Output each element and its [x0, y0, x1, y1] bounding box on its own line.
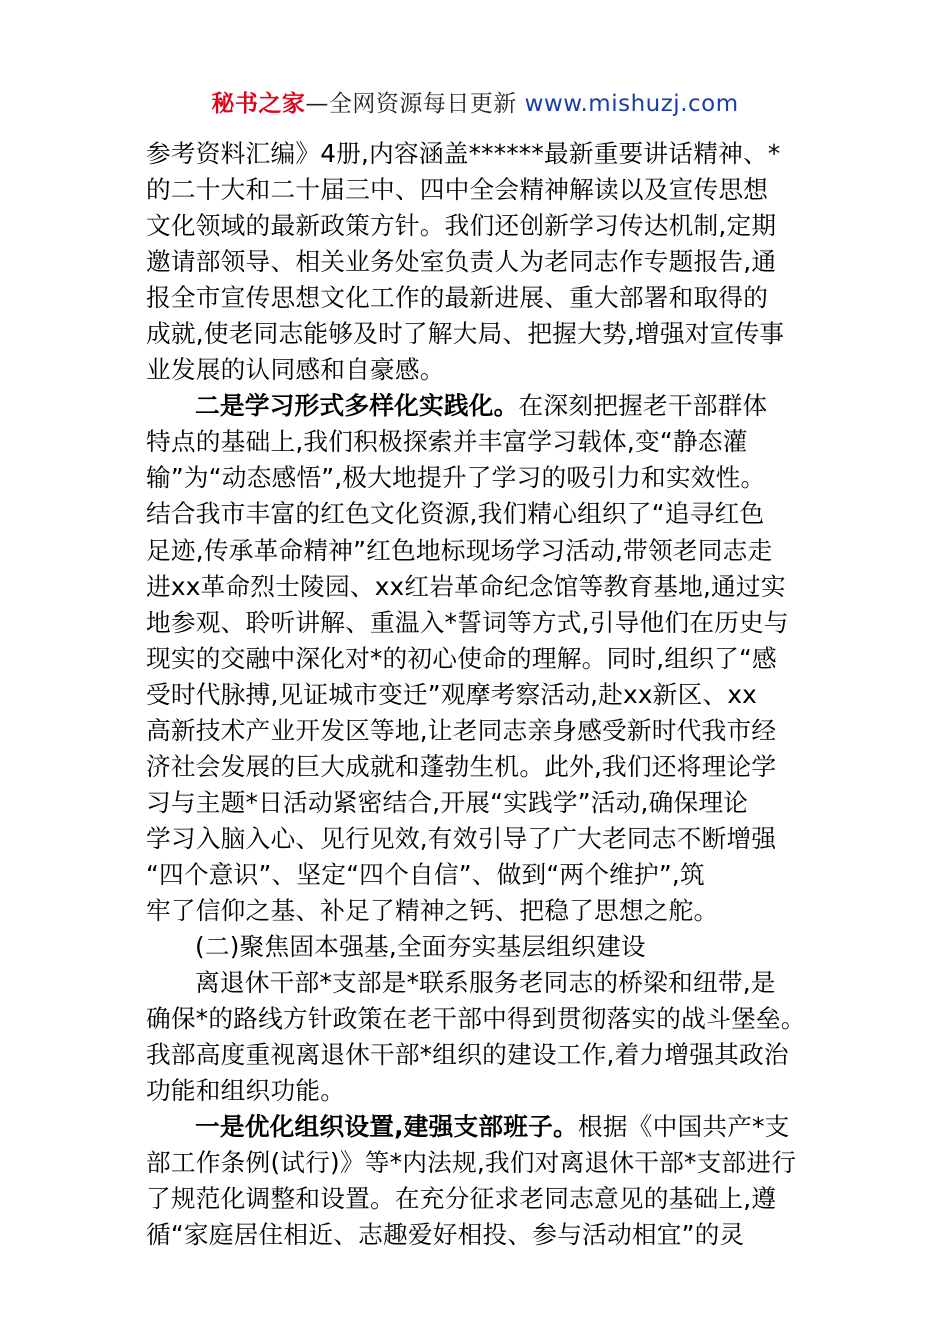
text-line: 现实的交融中深化对*的初心使命的理解。同时,组织了“感: [146, 643, 777, 673]
header-url-link[interactable]: www.mishuzj.com: [524, 91, 739, 117]
paragraph-start-line: 一是优化组织设置,建强支部班子。根据《中国共产*支: [195, 1112, 790, 1142]
header-brand[interactable]: 秘书之家: [211, 91, 306, 117]
paragraph-start-line: 二是学习形式多样化实践化。在深刻把握老干部群体: [195, 391, 768, 421]
text-line: 功能和组织功能。: [146, 1076, 346, 1106]
text-line: 高新技术产业开发区等地,让老同志亲身感受新时代我市经: [146, 715, 777, 745]
text-line: 的二十大和二十届三中、四中全会精神解读以及宣传思想: [146, 175, 769, 205]
text-line: 部工作条例(试行)》等*内法规,我们对离退休干部*支部进行: [146, 1148, 797, 1178]
text-line: 报全市宣传思想文化工作的最新进展、重大部署和取得的: [146, 283, 769, 313]
text-line: 地参观、聆听讲解、重温入*誓词等方式,引导他们在历史与: [146, 607, 789, 637]
header-dash: —: [305, 91, 329, 117]
bold-lead: 二是学习形式多样化实践化。: [195, 391, 519, 421]
text-line: 成就,使老同志能够及时了解大局、把握大势,增强对宣传事: [146, 319, 785, 349]
text-line: 受时代脉搏,见证城市变迁”观摩考察活动,赴xx新区、xx: [146, 679, 757, 709]
text-line: 牢了信仰之基、补足了精神之钙、把稳了思想之舵。: [146, 895, 719, 925]
text-line: 学习入脑入心、见行见效,有效引导了广大老同志不断增强: [146, 823, 777, 853]
bold-lead: 一是优化组织设置,建强支部班子。: [195, 1112, 578, 1142]
text-line: 足迹,传承革命精神”红色地标现场学习活动,带领老同志走: [146, 535, 773, 565]
text-line: 我部高度重视离退休干部*组织的建设工作,着力增强其政治: [146, 1040, 789, 1070]
text-line: 文化领域的最新政策方针。我们还创新学习传达机制,定期: [146, 211, 777, 241]
text-line: 确保*的路线方针政策在老干部中得到贯彻落实的战斗堡垒。: [146, 1004, 806, 1034]
text-line: 业发展的认同感和自豪感。: [146, 355, 445, 385]
text-line: 结合我市丰富的红色文化资源,我们精心组织了“追寻红色: [146, 499, 765, 529]
text-line: 输”为“动态感悟”,极大地提升了学习的吸引力和实效性。: [146, 463, 766, 493]
text-line: 习与主题*日活动紧密结合,开展“实践学”活动,确保理论: [146, 787, 749, 817]
paragraph-start-line: 离退休干部*支部是*联系服务老同志的桥梁和纽带,是: [195, 968, 776, 998]
header-tagline: 全网资源每日更新: [328, 91, 517, 117]
text-line: 特点的基础上,我们积极探索并丰富学习载体,变“静态灌: [146, 427, 748, 457]
section-heading: (二)聚焦固本强基,全面夯实基层组织建设: [195, 932, 646, 962]
text-line: 了规范化调整和设置。在充分征求老同志意见的基础上,遵: [146, 1184, 777, 1214]
text-line: 循“家庭居住相近、志趣爱好相投、参与活动相宜”的灵: [146, 1220, 745, 1250]
site-header: [0, 86, 950, 122]
text-line: 进xx革命烈士陵园、xx红岩革命纪念馆等教育基地,通过实: [146, 571, 786, 601]
text-line: 济社会发展的巨大成就和蓬勃生机。此外,我们还将理论学: [146, 751, 777, 781]
text-line: “四个意识”、坚定“四个自信”、做到“两个维护”,筑: [146, 859, 705, 889]
text-line: 参考资料汇编》4册,内容涵盖******最新重要讲话精神、*: [146, 139, 781, 168]
text-line: 邀请部领导、相关业务处室负责人为老同志作专题报告,通: [146, 247, 777, 277]
document-body: [146, 136, 814, 1253]
